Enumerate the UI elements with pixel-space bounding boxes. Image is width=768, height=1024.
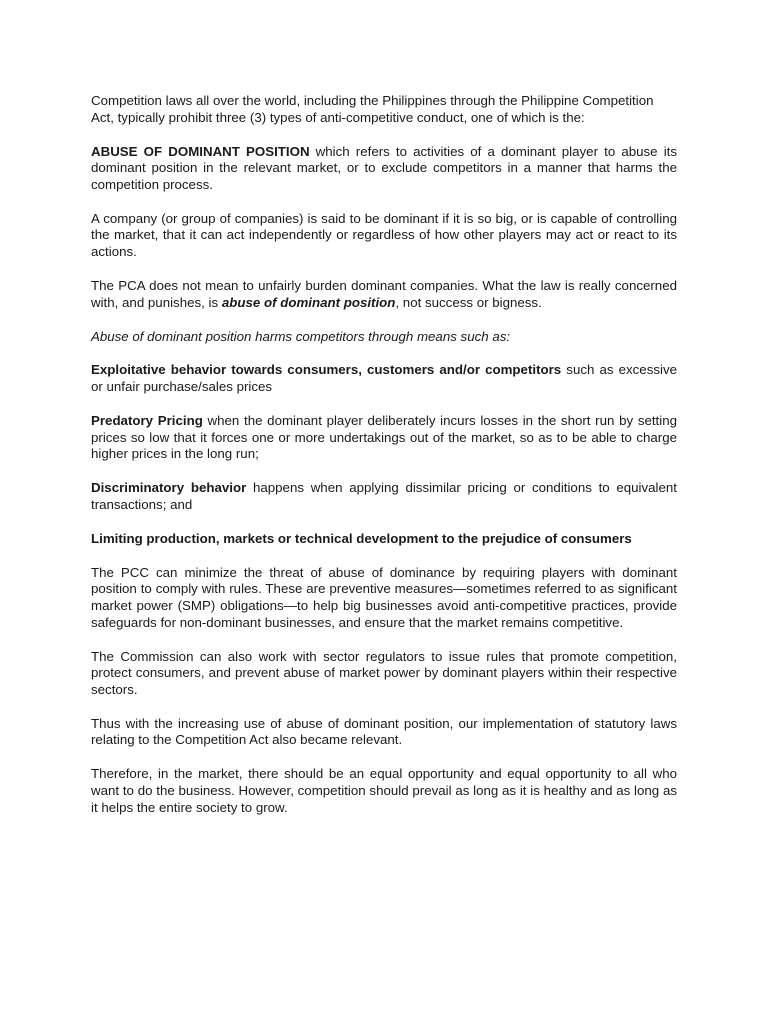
paragraph-commission: [91, 649, 677, 699]
term-limiting-production: Limiting production, markets or technical development to the prejudice of consumers: [91, 530, 632, 546]
paragraph-pcc-measures-text: The PCC can minimize the threat of abuse of dominance by requiring players with dominant position to comply with rules. These are preventive measures—sometimes referred to as significant market power (SMP) obligations—to help big businesses avoid anti-competitive practices, provide safeguards for non-dominant businesses, and ensure that the market remains competitive.: [91, 564, 677, 630]
term-discriminatory-behavior: Discriminatory behavior: [91, 480, 247, 496]
paragraph-discriminatory-text: happens when applying dissimilar pricing or conditions to equivalent transactions; and: [91, 480, 677, 512]
paragraph-thus: [91, 716, 677, 749]
paragraph-means-intro: [91, 329, 677, 346]
paragraph-therefore: [91, 766, 677, 816]
paragraph-predatory: [91, 413, 677, 463]
paragraph-dominance: [91, 211, 677, 261]
paragraph-predatory-text: when the dominant player deliberately incurs losses in the short run by setting prices so low that it forces one or more undertakings out of the market, so as to be able to charge higher prices in the long run;: [91, 413, 677, 462]
paragraph-intro-text: Competition laws all over the world, including the Philippines through the Philippine Competition Act, typically prohibit three (3) types of anti-competitive conduct, one of which is the:: [91, 93, 654, 125]
paragraph-abuse-definition-text: which refers to activities of a dominant player to abuse its dominant position in the relevant market, or to exclude competitors in a manner that harms the competition process.: [91, 143, 677, 192]
term-abuse-of-dominant-position: ABUSE OF DOMINANT POSITION: [91, 143, 310, 159]
paragraph-commission-text: The Commission can also work with sector regulators to issue rules that promote competition, protect consumers, and prevent abuse of market power by dominant players within their respective sectors.: [91, 648, 677, 697]
paragraph-discriminatory: [91, 480, 677, 513]
paragraph-pca-intent: [91, 278, 677, 311]
paragraph-means-intro-text: Abuse of dominant position harms competitors through means such as:: [91, 328, 511, 344]
paragraph-thus-text: Thus with the increasing use of abuse of dominant position, our implementation of statutory laws relating to the Competition Act also became relevant.: [91, 715, 677, 748]
paragraph-abuse-definition: [91, 144, 677, 194]
paragraph-exploitative-text: such as excessive or unfair purchase/sales prices: [91, 362, 677, 395]
paragraph-exploitative: [91, 362, 677, 395]
paragraph-dominance-text: A company (or group of companies) is said to be dominant if it is so big, or is capable of controlling the market, that it can act independently or regardless of how other players may act or react to its actions.: [91, 210, 677, 259]
paragraph-therefore-text: Therefore, in the market, there should be an equal opportunity and equal opportunity to all who want to do the business. However, competition should prevail as long as it is healthy and as long as it helps the entire society to grow.: [91, 766, 677, 815]
term-exploitative-behavior: Exploitative behavior towards consumers, customers and/or competitors: [91, 362, 562, 378]
emphasis-abuse-of-dominant-position: abuse of dominant position: [221, 294, 396, 310]
paragraph-limiting-production: [91, 531, 677, 548]
paragraph-pca-intent-text-after: , not success or bigness.: [395, 294, 542, 310]
document-body: [91, 93, 677, 833]
paragraph-intro: [91, 93, 677, 126]
term-predatory-pricing: Predatory Pricing: [91, 413, 203, 429]
paragraph-pcc-measures: [91, 565, 677, 631]
paragraph-pca-intent-text-before: The PCA does not mean to unfairly burden dominant companies. What the law is really concerned with, and punishes, is: [91, 277, 677, 310]
